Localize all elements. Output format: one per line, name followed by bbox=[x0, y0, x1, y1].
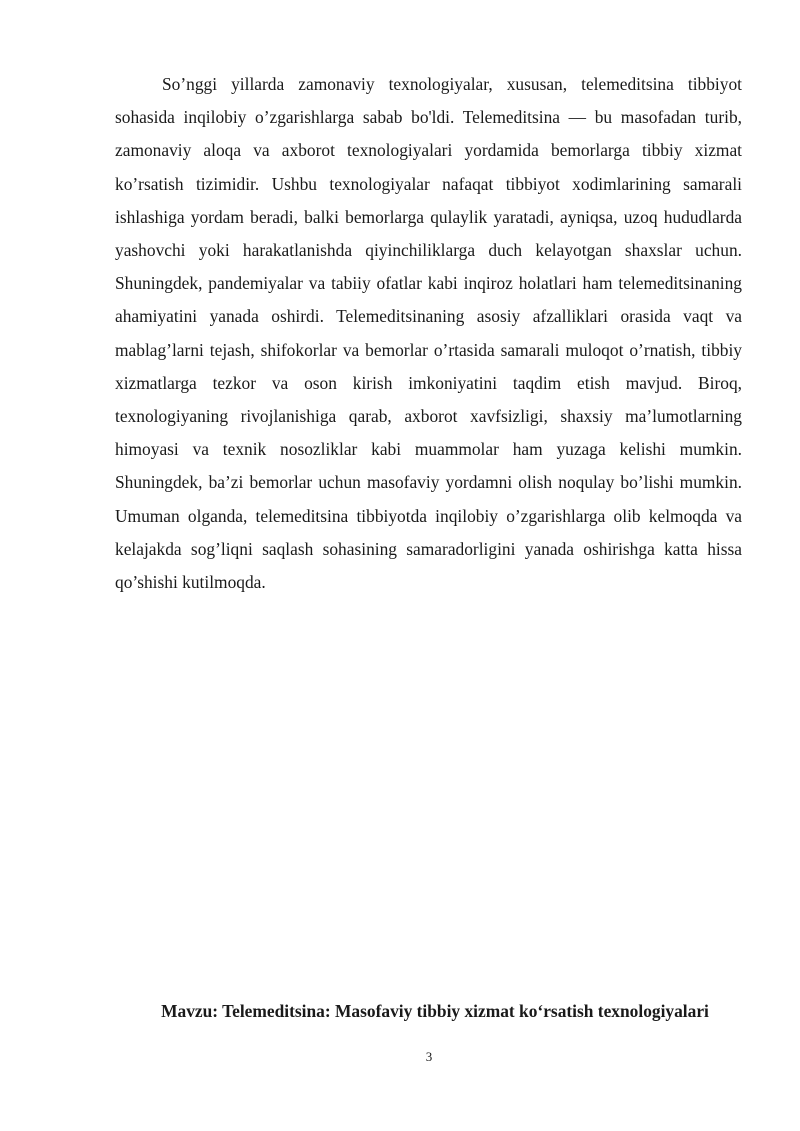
page-number: 3 bbox=[425, 1049, 433, 1064]
topic-footer-title: Mavzu: Telemeditsina: Masofaviy tibbiy xizmat ko‘rsatish texnologiyalari bbox=[161, 1001, 709, 1021]
body-paragraph: So’nggi yillarda zamonaviy texnologiyalar, xususan, telemeditsina tibbiyot sohasida inqilobiy o’zgarishlarga sabab bo'ldi. Telemeditsina — bu masofadan turib, zamonaviy aloqa va axborot texnologiyalari yordamida bemorlarga tibbiy xizmat ko’rsatish tizimidir. Ushbu texnologiyalar nafaqat tibbiyot xodimlarining samarali ishlashiga yordam beradi, balki bemorlarga qulaylik yaratadi, ayniqsa, uzoq hududlarda yashovchi yoki harakatlanishda qiyinchiliklarga duch kelayotgan shaxslar uchun. Shuningdek, pandemiyalar va tabiiy ofatlar kabi inqiroz holatlari ham telemeditsinaning ahamiyatini yanada oshirdi. Telemeditsinaning asosiy afzalliklari orasida vaqt va mablag’larni tejash, shifokorlar va bemorlar o’rtasida samarali muloqot o’rnatish, tibbiy xizmatlarga tezkor va oson kirish imkoniyatini taqdim etish mavjud. Biroq, texnologiyaning rivojlanishiga qarab, axborot xavfsizligi, shaxsiy ma’lumotlarning himoyasi va texnik nosozliklar kabi muammolar ham yuzaga kelishi mumkin. Shuningdek, ba’zi bemorlar uchun masofaviy yordamni olish noqulay bo’lishi mumkin. Umuman olganda, telemeditsina tibbiyotda inqilobiy o’zgarishlarga olib kelmoqda va kelajakda sog’liqni saqlash sohasining samaradorligini yanada oshirishga katta hissa qo’shishi kutilmoqda. bbox=[115, 74, 742, 593]
